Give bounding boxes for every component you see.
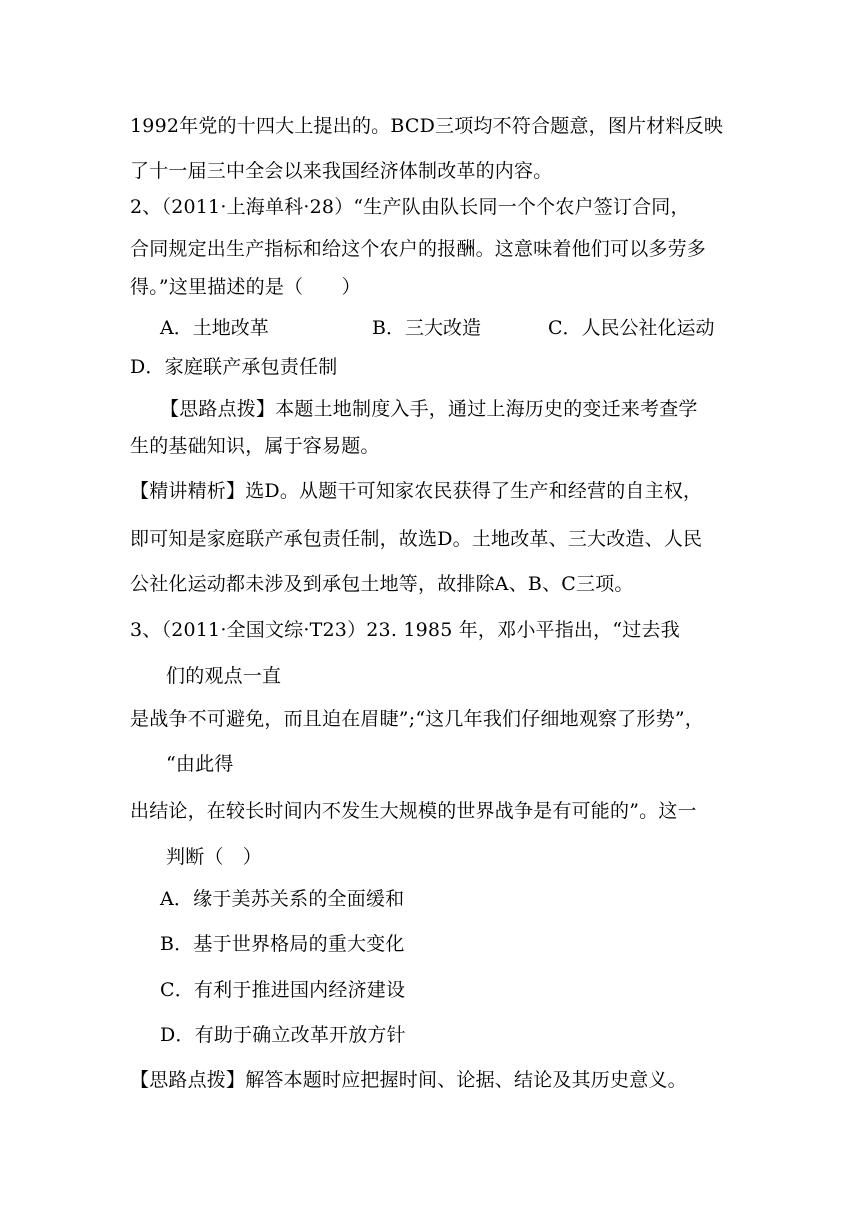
text-line: 判断（ ）: [166, 846, 263, 868]
q3-option-b: B．基于世界格局的重大变化: [160, 933, 405, 955]
question-3-stem: 3、（2011·全国文综·T23）23. 1985 年，邓小平指出，“过去我: [130, 619, 680, 641]
q2-option-a: A．土地改革: [160, 317, 269, 339]
hint-paragraph: 【思路点拨】本题土地制度入手，通过上海历史的变迁来考查学: [160, 398, 698, 420]
q2-option-b: B．三大改造: [372, 317, 481, 339]
text-line: 出结论，在较长时间内不发生大规模的世界战争是有可能的”。这一: [130, 800, 697, 822]
text-line: 1992年党的十四大上提出的。BCD三项均不符合题意，图片材料反映: [130, 115, 724, 137]
question-2-stem: 2、（2011·上海单科·28）“生产队由队长同一个个农户签订合同，: [130, 196, 690, 218]
text-line: 了十一届三中全会以来我国经济体制改革的内容。: [130, 160, 553, 182]
q3-option-d: D．有助于确立改革开放方针: [160, 1024, 406, 1046]
text-line: 们的观点一直: [166, 665, 282, 687]
q2-option-c: C．人民公社化运动: [548, 317, 715, 339]
text-line: 是战争不可避免，而且迫在眉睫”;“这几年我们仔细地观察了形势”，: [130, 708, 704, 730]
text-line: 生的基础知识，属于容易题。: [130, 435, 380, 457]
text-line: 合同规定出生产指标和给这个农户的报酬。这意味着他们可以多劳多: [130, 238, 707, 260]
text-line: “由此得: [166, 753, 234, 775]
text-line: 得。”这里描述的是（ ）: [130, 276, 361, 298]
q2-option-d: D．家庭联产承包责任制: [130, 356, 338, 378]
text-line: 即可知是家庭联产承包责任制，故选D。土地改革、三大改造、人民: [130, 528, 703, 550]
analysis-paragraph: 【精讲精析】选D。从题干可知家农民获得了生产和经营的自主权，: [130, 480, 703, 502]
q3-option-a: A．缘于美苏关系的全面缓和: [160, 888, 405, 910]
hint-paragraph: 【思路点拨】解答本题时应把握时间、论据、结论及其历史意义。: [130, 1069, 687, 1091]
text-line: 公社化运动都未涉及到承包土地等，故排除A、B、C三项。: [130, 573, 634, 595]
q3-option-c: C．有利于推进国内经济建设: [160, 979, 406, 1001]
